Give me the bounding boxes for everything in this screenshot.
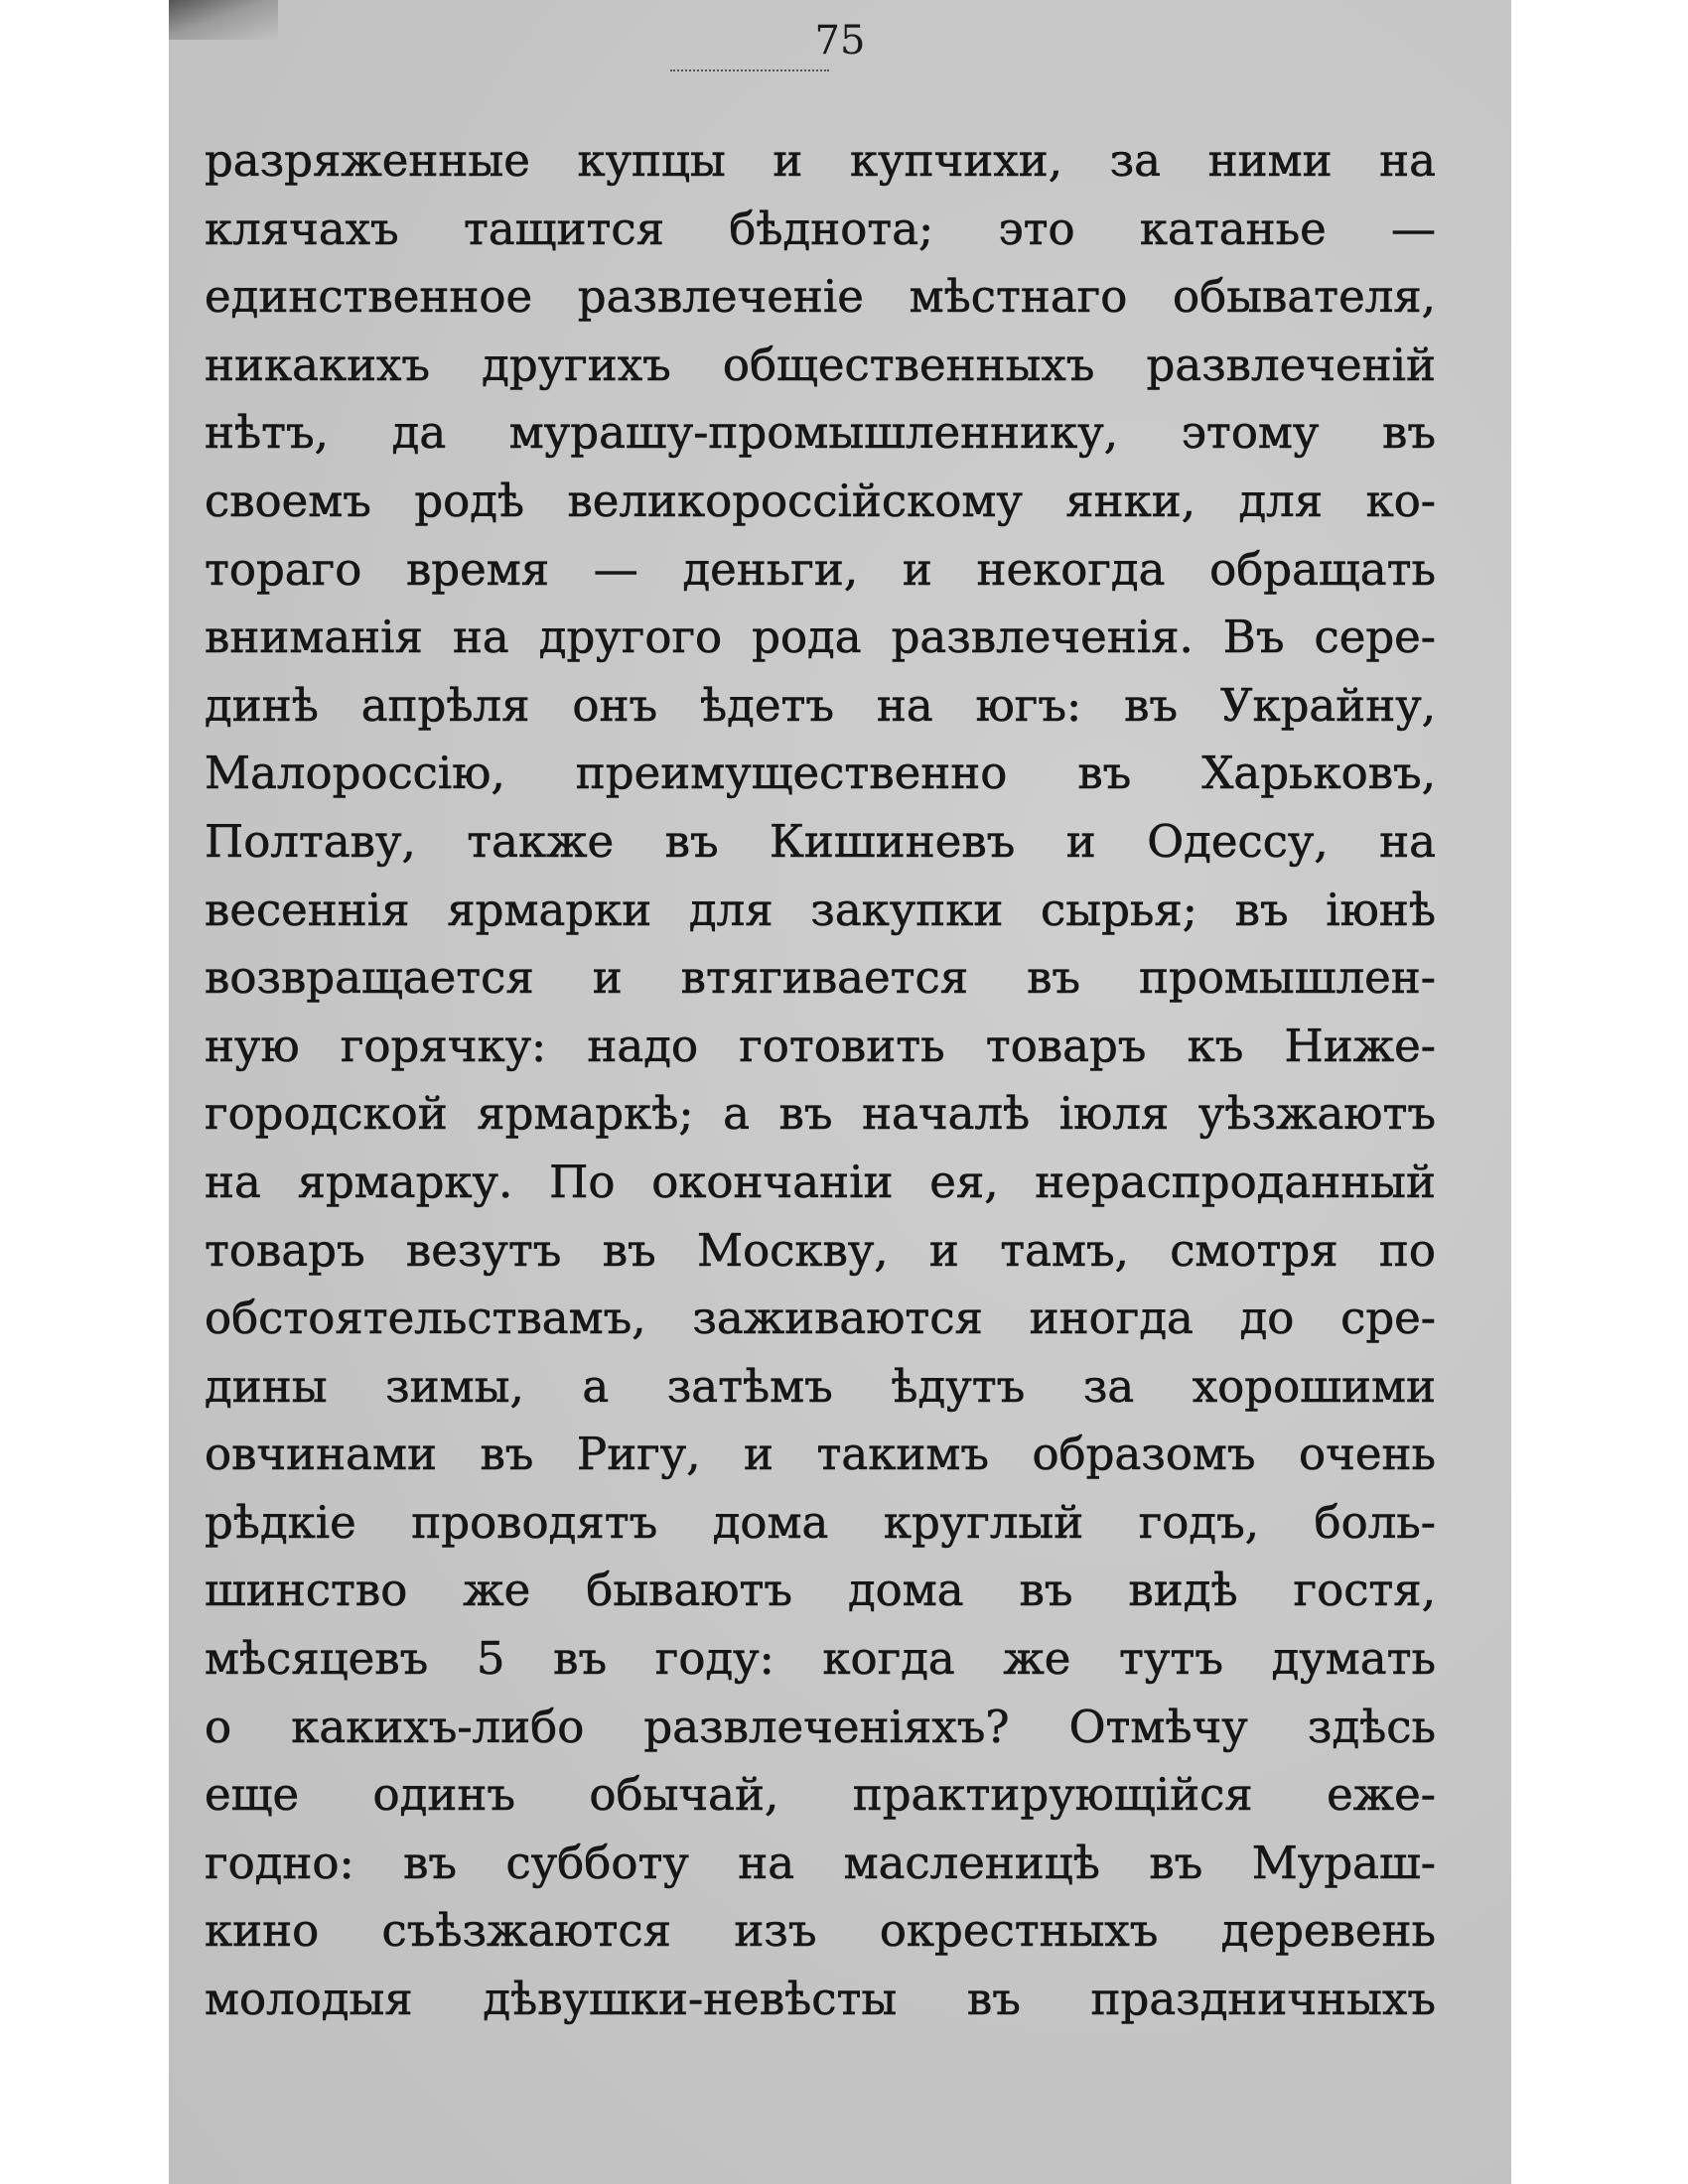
text-line-15: городской ярмаркѣ; а въ началѣ іюля уѣзжаютъ xyxy=(205,1087,1436,1141)
text-line-9: динѣ апрѣля онъ ѣдетъ на югъ: въ Украйну, xyxy=(205,678,1436,732)
text-line-22: шинство же бываютъ дома въ видѣ гостя, xyxy=(205,1564,1436,1617)
text-line-13: возвращается и втягивается въ промышлен- xyxy=(205,951,1436,1005)
text-line-3: единственное развлеченіе мѣстнаго обывателя, xyxy=(205,270,1436,324)
text-line-26: годно: въ субботу на масленицѣ въ Мураш- xyxy=(205,1836,1436,1889)
text-line-25: еще одинъ обычай, практирующійся еже- xyxy=(205,1768,1436,1822)
text-line-27: кино съѣзжаются изъ окрестныхъ деревень xyxy=(205,1904,1436,1958)
text-line-2: клячахъ тащится бѣднота; это катанье — xyxy=(205,202,1436,255)
text-line-14: ную горячку: надо готовить товаръ къ Ниже- xyxy=(205,1019,1436,1072)
text-line-10: Малороссію, преимущественно въ Харьковъ, xyxy=(205,747,1436,800)
header-rule xyxy=(670,69,829,71)
text-line-11: Полтаву, также въ Кишиневъ и Одессу, на xyxy=(205,814,1436,868)
text-line-5: нѣтъ, да мурашу-промышленнику, этому въ xyxy=(205,406,1436,460)
text-line-1: разряженные купцы и купчихи, за ними на xyxy=(205,134,1436,187)
text-line-28: молодыя дѣвушки-невѣсты въ праздничныхъ xyxy=(205,1973,1436,2026)
text-line-4: никакихъ другихъ общественныхъ развлеченій xyxy=(205,338,1436,391)
text-line-23: мѣсяцевъ 5 въ году: когда же тутъ думать xyxy=(205,1632,1436,1686)
text-line-17: товаръ везутъ въ Москву, и тамъ, смотря по xyxy=(205,1223,1436,1277)
text-line-24: о какихъ-либо развлеченіяхъ? Отмѣчу здѣсь xyxy=(205,1700,1436,1753)
body-text xyxy=(205,127,1436,2034)
book-page xyxy=(169,0,1511,2184)
text-line-19: дины зимы, а затѣмъ ѣдутъ за хорошими xyxy=(205,1359,1436,1413)
text-line-16: на ярмарку. По окончаніи ея, нераспроданный xyxy=(205,1155,1436,1208)
text-line-8: вниманія на другого рода развлеченія. Въ сере- xyxy=(205,611,1436,664)
text-line-6: своемъ родѣ великороссійскому янки, для ко- xyxy=(205,474,1436,527)
text-line-20: овчинами въ Ригу, и такимъ образомъ очень xyxy=(205,1428,1436,1481)
page-number: 75 xyxy=(814,18,866,64)
text-line-7: тораго время — деньги, и некогда обращать xyxy=(205,542,1436,596)
text-line-18: обстоятельствамъ, заживаются иногда до сре- xyxy=(205,1292,1436,1345)
text-line-21: рѣдкіе проводятъ дома круглый годъ, боль- xyxy=(205,1495,1436,1549)
text-line-12: весеннія ярмарки для закупки сырья; въ іюнѣ xyxy=(205,883,1436,936)
